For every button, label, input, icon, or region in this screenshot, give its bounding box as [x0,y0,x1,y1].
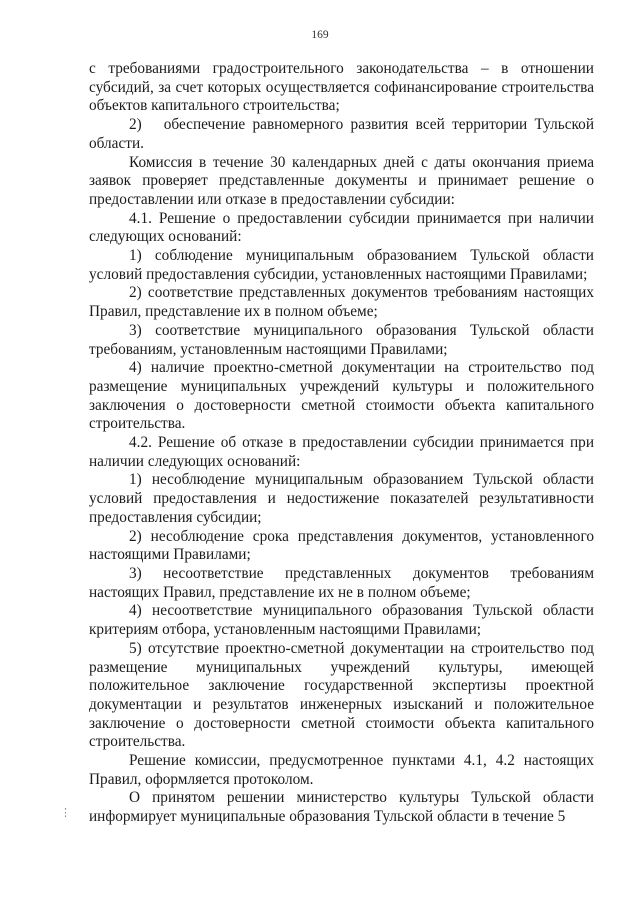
paragraph-4-1-item-1: 1) соблюдение муниципальным образованием Тульской области условий предоставления субсидии, установленных настоящими Правилами; [89,247,594,283]
paragraph-decision-protocol: Решение комиссии, предусмотренное пунктами 4.1, 4.2 настоящих Правил, оформляется протоколом. [89,752,594,788]
paragraph-notification: О принятом решении министерство культуры Тульской области информирует муниципальные образования Тульской области в течение 5 [89,789,594,826]
paragraph-4-2-item-3: 3) несоответствие представленных документов требованиям настоящих Правил, представление их не в полном объеме; [89,564,594,601]
paragraph-4-1-item-2: 2) соответствие представленных документов требованиям настоящих Правил, представление их в полном объеме; [89,284,594,321]
item-number: 2) [129,116,142,134]
paragraph-4-1-item-3: 3) соответствие муниципального образования Тульской области требованиям, установленным настоящими Правилами; [89,321,594,358]
paragraph-item-2 [89,116,594,153]
paragraph-4-2-item-4: 4) несоответствие муниципального образования Тульской области критериям отбора, установленным настоящими Правилами; [89,602,594,639]
paragraph-4-2-item-5: 5) отсутствие проектно-сметной документации на строительство под размещение муниципальных учреждений культуры, имеющей положительное заключение государственной экспертизы проектной документации и результатов инженерных изысканий и положительное заключение о достоверности сметной стоимости объекта капитального строительства. [89,639,594,751]
page-number: 169 [311,29,329,41]
paragraph-commission: Комиссия в течение 30 календарных дней с даты окончания приема заявок проверяет представленные документы и принимает решение о предоставлении или отказе в предоставлении субсидии: [89,153,594,208]
paragraph-continuation: с требованиями градостроительного законодательства – в отношении субсидий, за счет которых осуществляется софинансирование строительства объектов капитального строительства; [89,60,594,115]
paragraph-4-2-item-2: 2) несоблюдение срока представления документов, установленного настоящими Правилами; [89,527,594,564]
item-text: обеспечение равномерного развития всей территории Тульской области. [89,116,594,152]
margin-scan-mark: ⋮ [60,807,71,819]
paragraph-4-2: 4.2. Решение об отказе в предоставлении субсидии принимается при наличии следующих оснований: [89,434,594,470]
document-body [89,60,594,827]
paragraph-4-2-item-1: 1) несоблюдение муниципальным образованием Тульской области условий предоставления и недостижение показателей результативности предоставления субсидии; [89,471,594,526]
paragraph-4-1: 4.1. Решение о предоставлении субсидии принимается при наличии следующих оснований: [89,209,594,246]
paragraph-4-1-item-4: 4) наличие проектно-сметной документации на строительство под размещение муниципальных учреждений культуры и положительного заключения о достоверности сметной стоимости объекта капитального строительства. [89,359,594,433]
